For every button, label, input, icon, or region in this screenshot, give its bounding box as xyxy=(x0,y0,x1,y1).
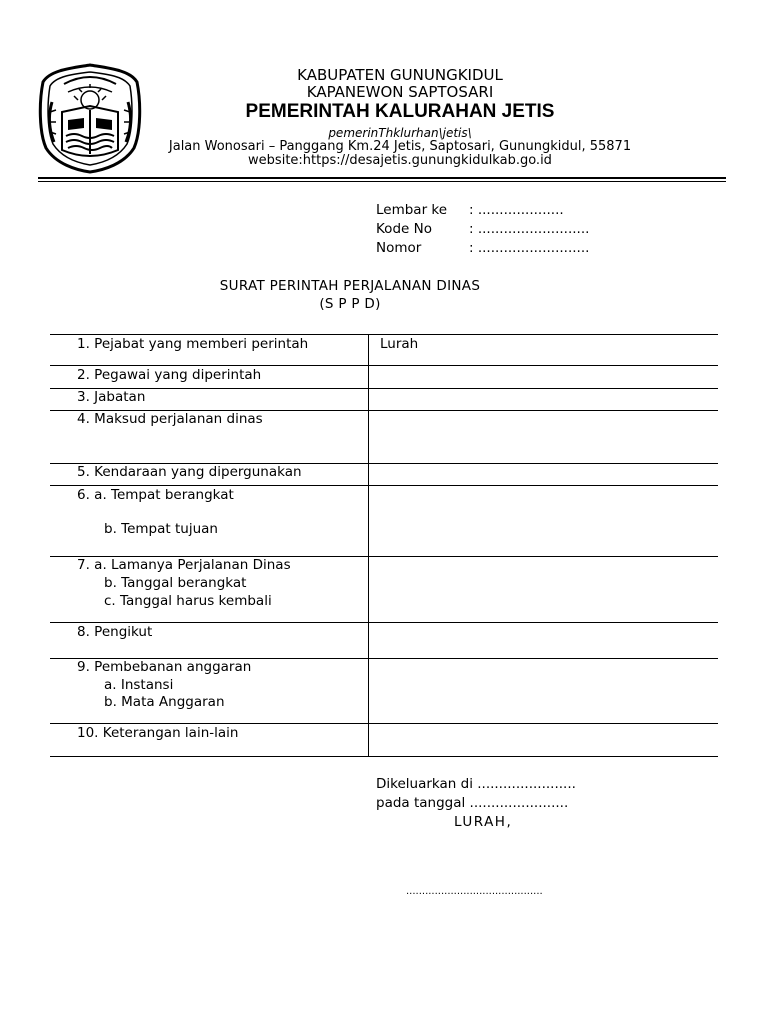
row-3-label: 3. Jabatan xyxy=(77,389,146,405)
row-7-label-b: b. Tanggal berangkat xyxy=(104,575,247,591)
document-subtitle: (S P P D) xyxy=(319,296,381,312)
row-6-label: 6. a. Tempat berangkat xyxy=(77,487,234,503)
row-10-label: 10. Keterangan lain-lain xyxy=(77,725,239,741)
kode-label: Kode No xyxy=(376,221,432,237)
row-9-label-c: b. Mata Anggaran xyxy=(104,694,225,710)
row-7-label-c: c. Tanggal harus kembali xyxy=(104,593,272,609)
letterhead-rule-thick xyxy=(38,177,726,179)
issued-at: Dikeluarkan di ....................... xyxy=(376,776,576,792)
email-line: pemerinThklurhan\jetis\ xyxy=(328,126,472,140)
row-7-label: 7. a. Lamanya Perjalanan Dinas xyxy=(77,557,291,573)
row-2-label: 2. Pegawai yang diperintah xyxy=(77,367,262,383)
nomor-field xyxy=(376,240,589,256)
district-name: KAPANEWON SAPTOSARI xyxy=(306,83,494,101)
table-column-divider xyxy=(368,334,369,756)
row-1-value: Lurah xyxy=(380,336,419,352)
regency-name: KABUPATEN GUNUNGKIDUL xyxy=(297,66,503,84)
letterhead-rule-thin xyxy=(38,181,726,182)
nomor-label: Nomor xyxy=(376,240,422,256)
row-4-label: 4. Maksud perjalanan dinas xyxy=(77,411,263,427)
row-9-label-b: a. Instansi xyxy=(104,677,174,693)
document-title: SURAT PERINTAH PERJALANAN DINAS xyxy=(219,278,481,294)
kode-value: : .......................... xyxy=(469,221,590,237)
row-9-label: 9. Pembebanan anggaran xyxy=(77,659,252,675)
signature-line: ........................................... xyxy=(406,886,543,897)
government-name: PEMERINTAH KALURAHAN JETIS xyxy=(245,101,555,122)
table-line xyxy=(50,756,718,757)
kode-field xyxy=(376,221,589,237)
signatory-role: LURAH, xyxy=(454,814,513,830)
row-5-label: 5. Kendaraan yang dipergunakan xyxy=(77,464,302,480)
table-line xyxy=(50,388,718,389)
row-8-label: 8. Pengikut xyxy=(77,624,153,640)
nomor-value: : .......................... xyxy=(469,240,590,256)
issued-date: pada tanggal ....................... xyxy=(376,795,569,811)
row-6-label-b: b. Tempat tujuan xyxy=(104,521,218,537)
lembar-field xyxy=(376,202,564,218)
row-1-label: 1. Pejabat yang memberi perintah xyxy=(77,336,309,352)
address-line: Jalan Wonosari – Panggang Km.24 Jetis, Saptosari, Gunungkidul, 55871 xyxy=(168,139,632,154)
lembar-label: Lembar ke xyxy=(376,202,448,218)
lembar-value: : .................... xyxy=(469,202,564,218)
website-line: website:https://desajetis.gunungkidulkab.go.id xyxy=(248,153,552,168)
